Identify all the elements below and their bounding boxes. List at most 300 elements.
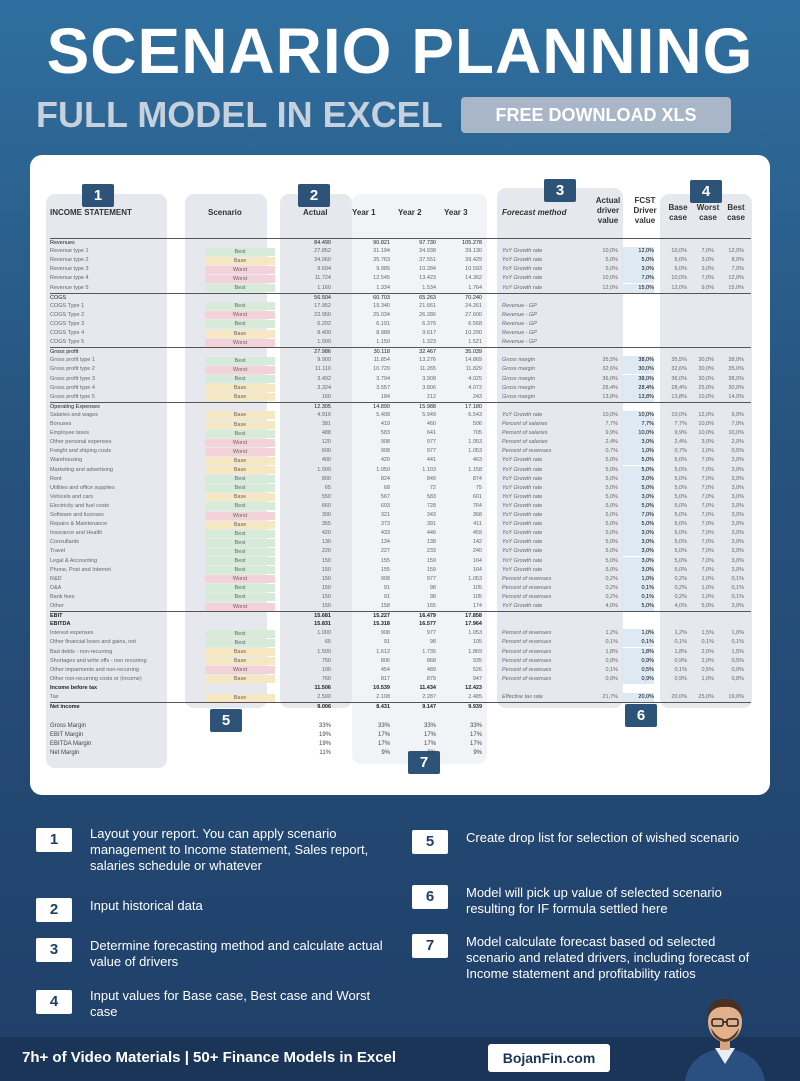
year2-value: 15.988 <box>419 403 436 410</box>
worst-case-value: 10,0% <box>698 430 714 437</box>
table-row <box>50 265 751 274</box>
fcst-driver-value: 38,0% <box>621 375 654 384</box>
scenario-select[interactable]: Best <box>205 530 275 538</box>
actual-value: 355 <box>321 521 331 528</box>
header-actual-driver: Actual driver value <box>595 196 621 225</box>
worst-case-value: 7,0% <box>701 466 714 473</box>
year2-value: 165 <box>426 603 436 609</box>
fcst-driver-value: 28,4% <box>621 384 654 393</box>
scenario-select[interactable]: Worst <box>205 439 275 447</box>
year1-value: 567 <box>380 493 390 500</box>
actual-driver-value: 28,4% <box>602 384 618 391</box>
scenario-select[interactable]: Best <box>205 248 275 256</box>
scenario-select[interactable]: Best <box>205 320 275 328</box>
fcst-driver-value: 3,0% <box>621 529 654 538</box>
table-row <box>50 356 751 365</box>
best-case-value: 3,0% <box>731 566 744 573</box>
table-row <box>50 447 751 456</box>
row-label: Shortages and write offs - non recurring <box>50 657 147 664</box>
scenario-select[interactable]: Worst <box>205 512 275 520</box>
fcst-driver-value: 3,0% <box>621 538 654 547</box>
base-case-value: 5,0% <box>674 521 687 528</box>
step-number: 2 <box>36 898 72 922</box>
worst-case-value: 1,0% <box>701 448 714 455</box>
table-row <box>50 538 751 547</box>
actual-value: 11.110 <box>314 366 331 373</box>
forecast-method: YoY Growth rate <box>502 566 543 573</box>
year3-value: 1.053 <box>468 448 482 455</box>
year1-value: 68 <box>383 484 390 491</box>
base-case-value: 28,4% <box>671 384 687 391</box>
scenario-select[interactable]: Base <box>205 384 275 392</box>
actual-value: 150 <box>321 566 331 573</box>
row-label: EBITDA <box>50 621 71 628</box>
table-row <box>50 375 751 384</box>
year1-value: 10.729 <box>373 366 390 373</box>
table-row <box>50 466 751 475</box>
year3-value: 105.278 <box>462 240 482 246</box>
worst-case-value: 9,0% <box>701 284 714 291</box>
fcst-driver-value: 5,0% <box>621 256 654 265</box>
step-number: 7 <box>412 934 448 958</box>
scenario-select[interactable]: Best <box>205 430 275 438</box>
year2-value: 138 <box>426 539 436 546</box>
actual-value: 150 <box>321 557 331 564</box>
base-case-value: 1,8% <box>674 648 687 655</box>
table-row <box>50 702 751 711</box>
scenario-select[interactable]: Base <box>205 330 275 338</box>
worst-case-value: 25,0% <box>698 694 714 700</box>
base-case-value: 5,0% <box>674 484 687 491</box>
fcst-driver-value: 5,0% <box>621 602 654 611</box>
year2-value: 868 <box>426 657 436 664</box>
best-case-value: 38,0% <box>728 357 744 364</box>
scenario-select[interactable]: Base <box>205 648 275 656</box>
year3-value: 142 <box>472 539 482 546</box>
scenario-select[interactable]: Worst <box>205 666 275 674</box>
table-row <box>50 638 751 647</box>
scenario-select[interactable]: Best <box>205 630 275 638</box>
scenario-select[interactable]: Worst <box>205 603 275 611</box>
year3-value: 17.858 <box>465 613 482 620</box>
year3-value: 174 <box>472 603 482 609</box>
actual-value: 8.400 <box>317 330 331 336</box>
table-row <box>50 429 751 438</box>
row-label: Bonuses <box>50 421 72 427</box>
scenario-select[interactable]: Best <box>205 584 275 592</box>
step-text: Model calculate forecast based od selected scenario and related drivers, including forecast of Income statement and profitability ratios <box>466 934 750 981</box>
year2-value: 1.323 <box>422 339 436 346</box>
year1-value: 908 <box>380 630 390 637</box>
table-row <box>50 529 751 538</box>
base-case-value: 2,4% <box>674 439 687 446</box>
year1-value: 817 <box>380 675 390 682</box>
actual-value: 9.694 <box>317 266 331 273</box>
year1-value: 2.108 <box>376 694 390 700</box>
margin-year3: 9% <box>473 750 482 756</box>
actual-driver-value: 5,0% <box>605 484 618 491</box>
worst-case-value: 10,0% <box>698 421 714 427</box>
row-label: Revenue type 1 <box>50 248 89 255</box>
year3-value: 240 <box>472 548 482 555</box>
year1-value: 806 <box>380 657 390 664</box>
best-case-value: 2,0% <box>731 439 744 446</box>
margin-year2: 17% <box>423 732 436 738</box>
scenario-select[interactable]: Best <box>205 475 275 483</box>
forecast-method: Gross margin <box>502 375 536 382</box>
header-year2: Year 2 <box>398 208 422 217</box>
free-download-button[interactable]: FREE DOWNLOAD XLS <box>461 97 731 133</box>
scenario-select[interactable]: Base <box>205 694 275 702</box>
base-case-value: 5,0% <box>674 266 687 273</box>
header-base-case: Base case <box>668 203 688 222</box>
year1-value: 11.854 <box>373 357 390 364</box>
worst-case-value: 25,0% <box>698 384 714 391</box>
margin-actual: 33% <box>318 723 331 729</box>
base-case-value: 12,0% <box>671 284 687 291</box>
base-case-value: 0,1% <box>674 666 687 673</box>
fcst-driver-value: 12,0% <box>621 247 654 256</box>
margin-year2: 17% <box>423 741 436 747</box>
best-case-value: 3,0% <box>731 493 744 500</box>
actual-driver-value: 5,0% <box>605 512 618 518</box>
footer-promo: 7h+ of Video Materials | 50+ Finance Models in Excel <box>22 1049 397 1066</box>
forecast-method: Percent of revenues <box>502 593 552 600</box>
base-case-value: 5,0% <box>674 475 687 482</box>
scenario-select[interactable]: Worst <box>205 266 275 274</box>
year2-value: 9.147 <box>422 704 436 711</box>
scenario-select[interactable]: Worst <box>205 275 275 283</box>
year2-value: 641 <box>426 430 436 437</box>
scenario-select <box>205 704 275 712</box>
best-case-value: 12,0% <box>728 248 744 255</box>
worst-case-value: 5,0% <box>701 603 714 609</box>
year3-value: 874 <box>472 475 482 482</box>
actual-value: 15.681 <box>314 613 331 620</box>
fcst-driver-value: 3,0% <box>621 265 654 274</box>
year2-value: 879 <box>426 675 436 682</box>
actual-value: 27.852 <box>314 248 331 255</box>
row-label: COGS <box>50 294 67 301</box>
actual-driver-value: 21,7% <box>602 694 618 700</box>
margin-row <box>50 722 500 731</box>
scenario-select[interactable]: Base <box>205 257 275 265</box>
scenario-select[interactable]: Worst <box>205 448 275 456</box>
actual-value: 1.000 <box>317 339 331 346</box>
forecast-method: YoY Growth rate <box>502 275 543 282</box>
website-button[interactable]: BojanFin.com <box>488 1044 610 1072</box>
best-case-value: 0,1% <box>731 575 744 582</box>
scenario-select[interactable]: Best <box>205 357 275 365</box>
scenario-select[interactable]: Base <box>205 493 275 501</box>
worst-case-value: 7,0% <box>701 475 714 482</box>
year3-value: 1.158 <box>468 466 482 473</box>
worst-case-value: 2,0% <box>701 657 714 664</box>
forecast-method: YoY Growth rate <box>502 539 543 546</box>
actual-driver-value: 1,2% <box>605 630 618 637</box>
base-case-value: 5,0% <box>674 548 687 555</box>
worst-case-value: 7,0% <box>701 566 714 573</box>
row-label: Software and licenses <box>50 512 104 518</box>
actual-value: 9.900 <box>317 357 331 364</box>
forecast-method: YoY Growth rate <box>502 466 543 473</box>
year2-value: 65.263 <box>419 294 436 301</box>
scenario-select[interactable]: Worst <box>205 575 275 583</box>
year2-value: 34.938 <box>419 248 436 255</box>
scenario-select[interactable]: Base <box>205 657 275 665</box>
actual-value: 800 <box>321 475 331 482</box>
best-case-value: 0,5% <box>731 657 744 664</box>
row-label: COGS Type 4 <box>50 330 85 336</box>
row-label: Travel <box>50 548 66 555</box>
actual-driver-value: 5,0% <box>605 502 618 509</box>
year3-value: 39.130 <box>465 248 482 255</box>
page-subtitle: FULL MODEL IN EXCEL <box>36 94 443 135</box>
best-case-value: 3,0% <box>731 484 744 491</box>
base-case-value: 1,2% <box>674 630 687 637</box>
actual-value: 4.916 <box>317 411 331 418</box>
year1-value: 155 <box>380 557 390 564</box>
base-case-value: 5,0% <box>674 466 687 473</box>
year2-value: 11.265 <box>419 366 436 373</box>
year1-value: 91 <box>383 593 390 600</box>
scenario-select[interactable]: Worst <box>205 339 275 347</box>
fcst-driver-value: 1,0% <box>621 575 654 584</box>
actual-value: 660 <box>321 502 331 509</box>
year2-value: 21.661 <box>419 302 436 309</box>
year1-value: 321 <box>380 512 390 518</box>
row-label: Consultants <box>50 539 80 546</box>
scenario-select[interactable]: Base <box>205 411 275 419</box>
fcst-driver-value: 7,0% <box>621 511 654 520</box>
forecast-method: YoY Growth rate <box>502 530 543 537</box>
header-forecast-method: Forecast method <box>502 208 567 217</box>
base-case-value: 10,0% <box>671 411 687 418</box>
year3-value: 1.869 <box>468 648 482 655</box>
table-row <box>50 611 751 620</box>
scenario-select[interactable]: Base <box>205 421 275 429</box>
forecast-method: Revenue - GP <box>502 320 537 327</box>
year2-value: 16.577 <box>419 621 436 628</box>
step-number: 3 <box>36 938 72 962</box>
year2-value: 343 <box>426 512 436 518</box>
step-text: Layout your report. You can apply scenario management to Income statement, Sales report, salaries schedule or whatever <box>90 826 369 873</box>
year2-value: 37.551 <box>419 257 436 264</box>
table-row <box>50 311 751 320</box>
best-case-value: 0,0% <box>731 666 744 673</box>
actual-driver-value: 36,0% <box>602 375 618 382</box>
best-case-value: 0,1% <box>731 584 744 591</box>
table-row <box>50 511 751 520</box>
year2-value: 489 <box>426 666 436 673</box>
year1-value: 6.191 <box>376 320 390 327</box>
worst-case-value: 1,0% <box>701 575 714 582</box>
base-case-value: 0,7% <box>674 448 687 455</box>
year2-value: 26.286 <box>419 311 436 318</box>
year2-value: 13.423 <box>419 275 436 282</box>
year1-value: 583 <box>380 430 390 437</box>
row-label: Salaries and wages <box>50 411 99 418</box>
actual-driver-value: 35,5% <box>602 357 618 364</box>
actual-driver-value: 2,4% <box>605 439 618 446</box>
year1-value: 420 <box>380 457 390 464</box>
scenario-select[interactable]: Worst <box>205 311 275 319</box>
actual-driver-value: 32,6% <box>602 366 618 373</box>
actual-value: 130 <box>321 539 331 546</box>
actual-value: 84.490 <box>314 240 331 246</box>
scenario-select[interactable]: Best <box>205 502 275 510</box>
fcst-driver-value: 7,7% <box>621 420 654 429</box>
worst-case-value: 30,0% <box>698 366 714 373</box>
margin-actual: 19% <box>318 732 331 738</box>
header-worst-case: Worst case <box>696 203 720 222</box>
scenario-select[interactable]: Best <box>205 557 275 565</box>
actual-value: 300 <box>321 512 331 518</box>
header-best-case: Best case <box>727 203 745 222</box>
year1-value: 158 <box>380 603 390 609</box>
best-case-value: 3,0% <box>731 530 744 537</box>
scenario-select[interactable]: Best <box>205 548 275 556</box>
forecast-method: YoY Growth rate <box>502 493 543 500</box>
actual-value: 150 <box>321 575 331 582</box>
fcst-driver-value: 3,0% <box>621 566 654 575</box>
year1-value: 90.821 <box>373 240 390 246</box>
best-case-value: 3,0% <box>731 603 744 609</box>
worst-case-value: 1,0% <box>701 675 714 682</box>
actual-driver-value: 13,8% <box>602 393 618 400</box>
scenario-select[interactable]: Base <box>205 457 275 465</box>
row-label: Gross profit type 2 <box>50 366 95 373</box>
table-row <box>50 456 751 465</box>
header-scenario: Scenario <box>208 208 242 217</box>
actual-value: 150 <box>321 584 331 591</box>
year1-value: 908 <box>380 439 390 446</box>
margin-year3: 33% <box>469 723 482 729</box>
base-case-value: 0,2% <box>674 575 687 582</box>
actual-value: 3.324 <box>317 384 331 391</box>
actual-driver-value: 12,0% <box>602 284 618 291</box>
actual-value: 760 <box>321 675 331 682</box>
worst-case-value: 7,0% <box>701 457 714 464</box>
margin-year2: 33% <box>423 723 436 729</box>
forecast-method: Gross margin <box>502 384 536 391</box>
fcst-driver-value: 3,0% <box>621 547 654 556</box>
base-case-value: 5,0% <box>674 502 687 509</box>
scenario-select[interactable]: Base <box>205 393 275 401</box>
scenario-select[interactable]: Worst <box>205 366 275 374</box>
scenario-select[interactable]: Base <box>205 466 275 474</box>
year2-value: 10.284 <box>419 266 436 273</box>
best-case-value: 3,0% <box>731 539 744 546</box>
year2-value: 2.287 <box>422 694 436 700</box>
step-text: Determine forecasting method and calculate actual value of drivers <box>90 938 383 969</box>
row-label: Bank fees <box>50 593 75 600</box>
fcst-driver-value: 3,0% <box>621 493 654 502</box>
row-label: COGS Type 1 <box>50 302 85 309</box>
table-row <box>50 393 751 402</box>
best-case-value: 0,1% <box>731 593 744 600</box>
actual-driver-value: 5,0% <box>605 530 618 537</box>
year3-value: 10.593 <box>465 266 482 273</box>
base-case-value: 5,0% <box>674 539 687 546</box>
year1-value: 14.890 <box>373 403 390 410</box>
scenario-select <box>205 621 275 629</box>
best-case-value: 9,0% <box>731 411 744 418</box>
fcst-driver-value: 5,0% <box>621 484 654 493</box>
scenario-select[interactable]: Best <box>205 284 275 292</box>
fcst-driver-value: 0,1% <box>621 584 654 593</box>
year3-value: 24.261 <box>465 302 482 309</box>
row-label: Gross profit type 3 <box>50 375 95 382</box>
base-case-value: 0,9% <box>674 657 687 664</box>
scenario-select[interactable]: Base <box>205 675 275 683</box>
best-case-value: 3,0% <box>731 521 744 528</box>
row-label: Tax <box>50 694 59 700</box>
scenario-select[interactable]: Best <box>205 484 275 492</box>
actual-driver-value: 10,0% <box>602 411 618 418</box>
scenario-select[interactable]: Best <box>205 639 275 647</box>
base-case-value: 5,0% <box>674 512 687 518</box>
best-case-value: 35,0% <box>728 366 744 373</box>
fcst-driver-value: 0,1% <box>621 638 654 647</box>
worst-case-value: 0,1% <box>701 639 714 646</box>
year1-value: 433 <box>380 530 390 537</box>
table-row <box>50 684 751 693</box>
year3-value: 368 <box>472 512 482 518</box>
year2-value: 583 <box>426 493 436 500</box>
fcst-driver-value: 1,0% <box>621 447 654 456</box>
actual-driver-value: 5,0% <box>605 548 618 555</box>
actual-value: 15.831 <box>314 621 331 628</box>
year1-value: 15.227 <box>373 613 390 620</box>
scenario-select[interactable]: Best <box>205 302 275 310</box>
table-row <box>50 648 751 657</box>
base-case-value: 5,0% <box>674 557 687 564</box>
badge-6: 6 <box>625 704 657 727</box>
worst-case-value: 30,0% <box>698 375 714 382</box>
actual-driver-value: 9,9% <box>605 430 618 437</box>
table-row <box>50 475 751 484</box>
scenario-select[interactable]: Best <box>205 539 275 547</box>
scenario-select[interactable]: Best <box>205 375 275 383</box>
table-row <box>50 284 751 293</box>
margin-year2: 9% <box>427 750 436 756</box>
actual-driver-value: 5,0% <box>605 257 618 264</box>
row-label: Freight and shiping costs <box>50 448 112 455</box>
best-case-value: 10,0% <box>728 430 744 437</box>
row-label: Utilities and office supplies <box>50 484 115 491</box>
forecast-method: Percent of revenues <box>502 575 552 582</box>
row-label: Electricity and fuel costs <box>50 502 109 509</box>
year1-value: 30.118 <box>373 349 390 356</box>
year3-value: 459 <box>472 530 482 537</box>
scenario-select[interactable]: Best <box>205 566 275 574</box>
year1-value: 1.050 <box>376 466 390 473</box>
actual-driver-value: 10,0% <box>602 248 618 255</box>
row-label: Net income <box>50 704 80 711</box>
scenario-select[interactable]: Base <box>205 521 275 529</box>
margin-row <box>50 740 500 749</box>
best-case-value: 7,0% <box>731 421 744 427</box>
fcst-driver-value: 5,0% <box>621 456 654 465</box>
step-text: Input values for Base case, Best case and Worst case <box>90 988 371 1019</box>
forecast-method: Percent of revenues <box>502 584 552 591</box>
actual-value: 1.500 <box>317 648 331 655</box>
step-number: 5 <box>412 830 448 854</box>
scenario-select[interactable]: Best <box>205 593 275 601</box>
worst-case-value: 7,0% <box>701 493 714 500</box>
actual-value: 120 <box>321 439 331 446</box>
